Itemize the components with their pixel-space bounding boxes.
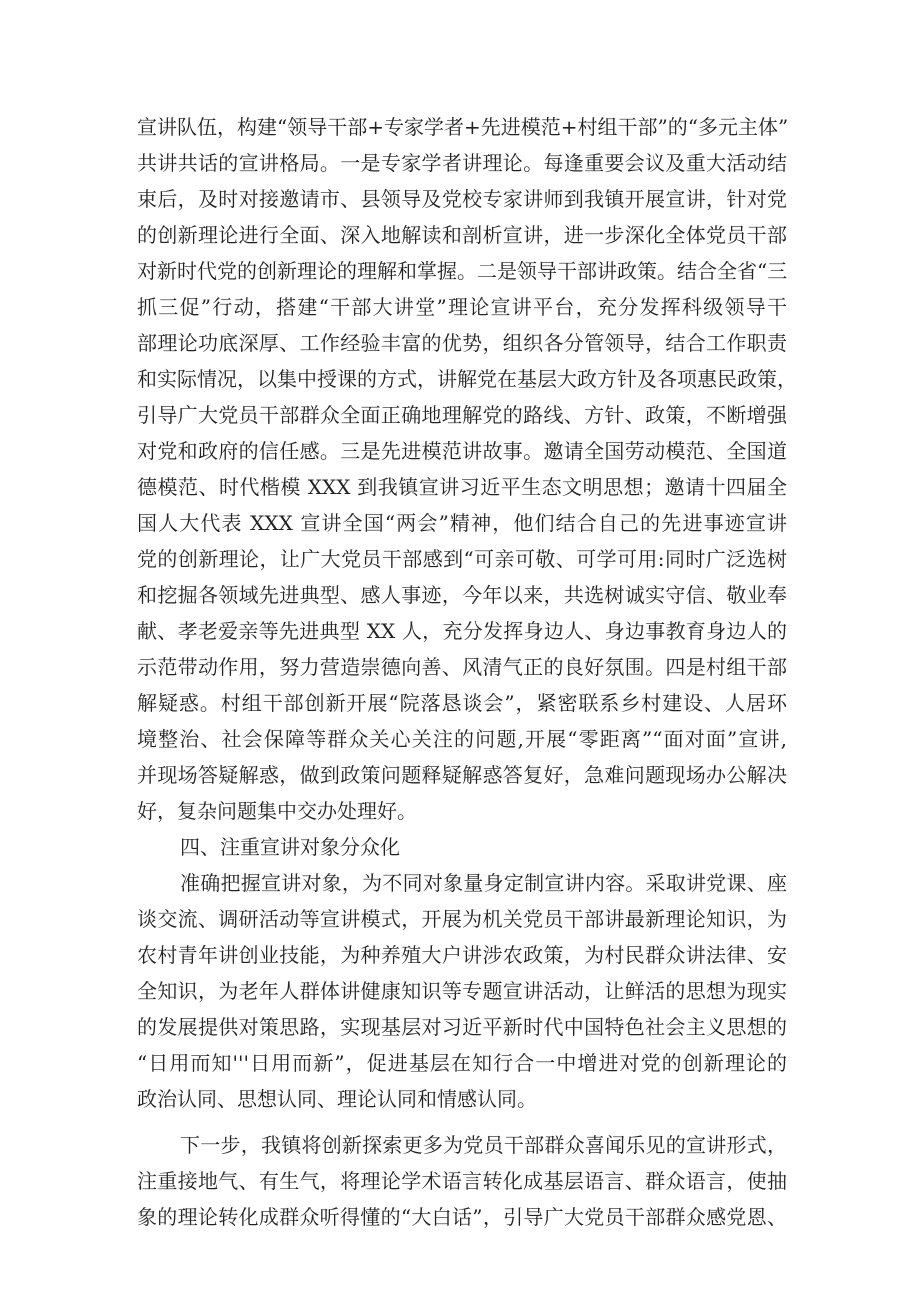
text-line: 并现场答疑解惑，做到政策问题释疑解惑答复好，急难问题现场办公解决 <box>137 763 787 787</box>
text-line: 抓三促”行动，搭建“干部大讲堂”理论宣讲平台，充分发挥科级领导干 <box>137 295 787 319</box>
text-line: 谈交流、调研活动等宣讲模式，开展为机关党员干部讲最新理论知识，为 <box>137 907 787 931</box>
text-line: 解疑惑。村组干部创新开展“院落恳谈会”，紧密联系乡村建设、人居环 <box>137 691 787 715</box>
text-line: 的创新理论进行全面、深入地解读和剖析宣讲，进一步深化全体党员干部 <box>137 223 787 247</box>
text-line: 共讲共话的宣讲格局。一是专家学者讲理论。每逢重要会议及重大活动结 <box>137 151 787 175</box>
text-line: 引导广大党员干部群众全面正确地理解党的路线、方针、政策，不断增强 <box>137 403 787 427</box>
text-line: 党的创新理论，让广大党员干部感到“可亲可敬、可学可用:同时广泛选树 <box>137 547 787 571</box>
text-line: 注重接地气、有生气，将理论学术语言转化成基层语言、群众语言，使抽 <box>137 1169 787 1193</box>
text-line: 下一步，我镇将创新探索更多为党员干部群众喜闻乐见的宣讲形式， <box>180 1133 787 1157</box>
text-line: 好，复杂问题集中交办处理好。 <box>137 799 417 823</box>
text-line: 和实际情况，以集中授课的方式，讲解党在基层大政方针及各项惠民政策， <box>137 367 797 391</box>
text-line: 的发展提供对策思路，实现基层对习近平新时代中国特色社会主义思想的 <box>137 1015 787 1039</box>
text-line: “日用而知'''日用而新”，促进基层在知行合一中增进对党的创新理论的 <box>137 1051 787 1075</box>
section-heading: 四、注重宣讲对象分众化 <box>180 835 400 859</box>
text-line: 政治认同、思想认同、理论认同和情感认同。 <box>137 1087 537 1111</box>
text-line: 束后，及时对接邀请市、县领导及党校专家讲师到我镇开展宣讲，针对党 <box>137 187 787 211</box>
text-line: 国人大代表 XXX 宣讲全国“两会”精神，他们结合自己的先进事迹宣讲 <box>137 511 787 535</box>
text-line: 境整治、社会保障等群众关心关注的问题,开展“零距离”“面对面”宣讲, <box>137 727 787 751</box>
text-line: 部理论功底深厚、工作经验丰富的优势，组织各分管领导，结合工作职责 <box>137 331 787 355</box>
text-line: 农村青年讲创业技能，为种养殖大户讲涉农政策，为村民群众讲法律、安 <box>137 943 787 967</box>
text-line: 对新时代党的创新理论的理解和掌握。二是领导干部讲政策。结合全省“三 <box>137 259 788 283</box>
text-line: 对党和政府的信任感。三是先进模范讲故事。邀请全国劳动模范、全国道 <box>137 439 787 463</box>
text-line: 宣讲队伍，构建“领导干部+专家学者+先进模范+村组干部”的“多元主体” <box>137 115 789 139</box>
text-line: 象的理论转化成群众听得懂的“大白话”，引导广大党员干部群众感党恩、 <box>137 1205 787 1229</box>
text-line: 德模范、时代楷模 XXX 到我镇宣讲习近平生态文明思想；邀请十四届全 <box>137 475 787 499</box>
text-line: 献、孝老爱亲等先进典型 XX 人，充分发挥身边人、身边事教育身边人的 <box>137 619 787 643</box>
text-line: 示范带动作用，努力营造崇德向善、风清气正的良好氛围。四是村组干部 <box>137 655 787 679</box>
text-line: 准确把握宣讲对象，为不同对象量身定制宣讲内容。采取讲党课、座 <box>180 871 787 895</box>
text-line: 和挖掘各领域先进典型、感人事迹，今年以来，共选树诚实守信、敬业奉 <box>137 583 787 607</box>
text-line: 全知识，为老年人群体讲健康知识等专题宣讲活动，让鲜活的思想为现实 <box>137 979 787 1003</box>
